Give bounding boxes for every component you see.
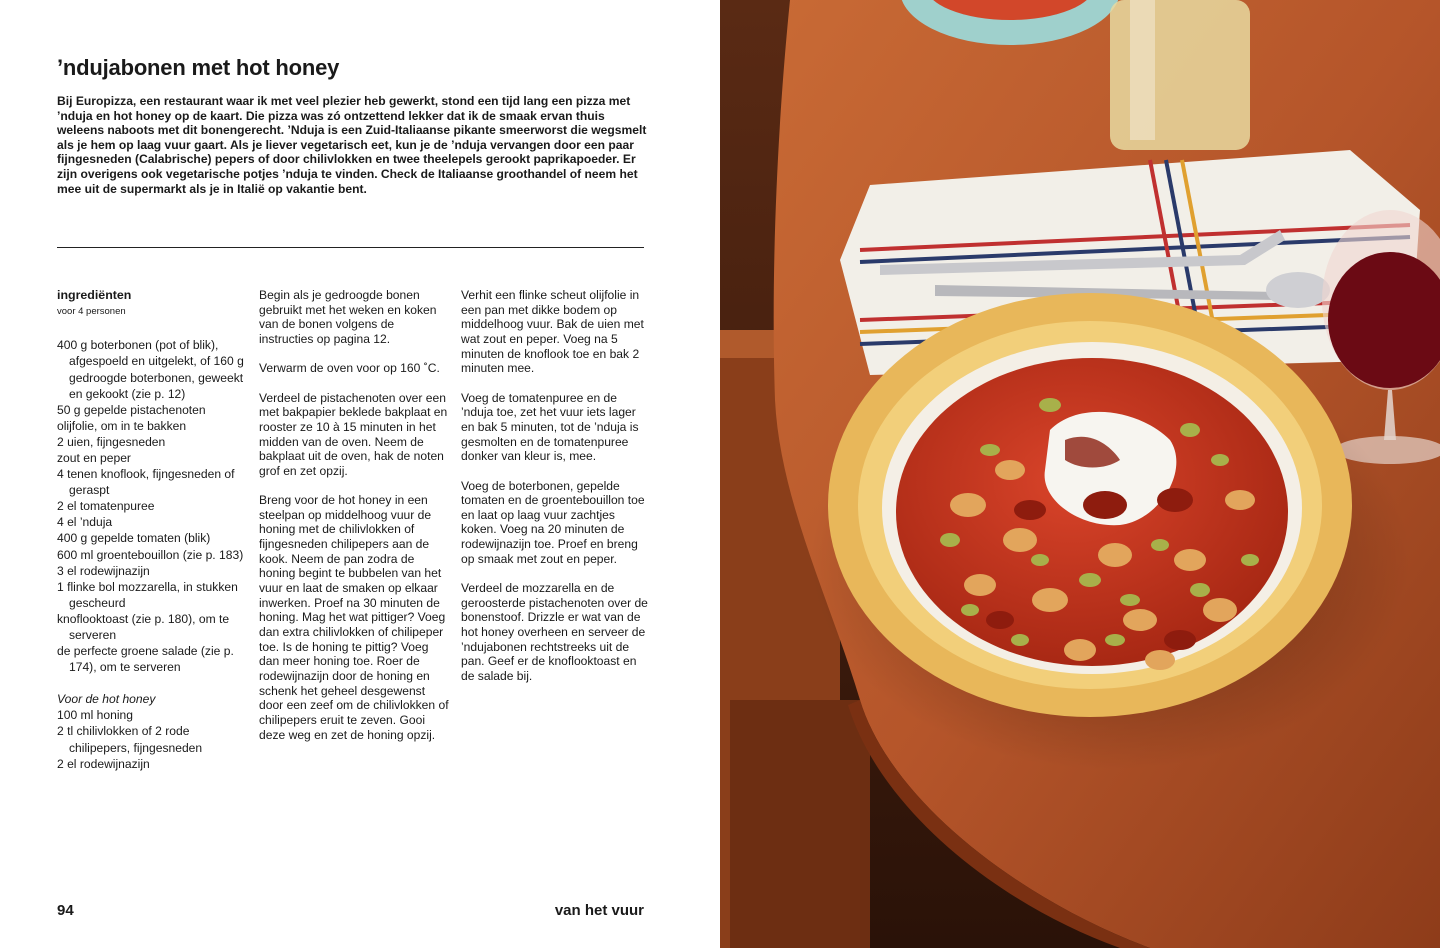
method-column-1 (259, 288, 449, 757)
hot-honey-heading: Voor de hot honey (57, 692, 156, 707)
method-step: Verhit een flinke scheut olijfolie in een pan met dikke bodem op middelhoog vuur. Bak de uien met wat zout en peper. Voeg na 5 minuten de knoflook toe en bak 2 minuten mee. (461, 288, 644, 376)
recipe-intro: Bij Europizza, een restaurant waar ik met veel plezier heb gewerkt, stond een tijd lang een pizza met ’nduja en hot honey op de kaart. Die pizza was zó ontzettend lekker dat ik de smaak ervan thuis weleens naboots met dit bonengerecht. ’Nduja is een Zuid-Italiaanse pikante smeerworst die wegsmelt als je hem op laag vuur gaart. Als je liever vegetarisch eet, kun je de ’nduja vervangen door een paar fijngesneden (Calabrische) pepers of door chilivlokken en twee theelepels gerookt paprikapoeder. Er zijn overigens ook vegetarische potjes ’nduja te vinden. Check de Italiaanse groothandel of neem het mee uit de supermarkt als je in Italië op vakantie bent. (57, 94, 647, 196)
list-item: knoflooktoast (zie p. 180), om te serveren (57, 611, 230, 642)
list-item: olijfolie, om in te bakken (57, 418, 187, 433)
list-item: zout en peper (57, 450, 131, 465)
ingredient-list (57, 337, 249, 675)
spoon-bowl (1266, 272, 1330, 308)
method-step: Voeg de tomatenpuree en de ’nduja toe, zet het vuur iets lager en bak 5 minuten, tot de ’nduja is gesmolten en de tomatenpuree donker van kleur is, mee. (461, 390, 639, 464)
page-number: 94 (57, 902, 74, 919)
method-step: Verdeel de pistachenoten over een met bakpapier beklede bakplaat en rooster ze 10 à 15 minuten in het midden van de oven. Neem de bakplaat uit de oven, hak de noten grof en zet opzij. (259, 390, 448, 478)
bench-leg (730, 700, 870, 948)
ingredients-heading: ingrediënten (57, 288, 132, 302)
top-glass-highlight (1130, 0, 1155, 140)
method-step: Verdeel de mozzarella en de geroosterde pistachenoten over de bonenstoof. Drizzle er wat van de hot honey overheen en serveer de ’ndujabonen rechtstreeks uit de pan. Geef er de knoflooktoast en de salade bij. (461, 581, 648, 684)
recipe-title: ’ndujabonen met hot honey (57, 55, 340, 80)
list-item: 100 ml honing (57, 708, 133, 723)
list-item: 1 flinke bol mozzarella, in stukken gescheurd (57, 579, 238, 610)
list-item: 400 g boterbonen (pot of blik), afgespoeld en uitgelekt, of 160 g gedroogde boterbonen, geweekt en gekookt (zie p. 12) (57, 338, 244, 401)
list-item: 4 tenen knoflook, fijngesneden of geraspt (57, 467, 235, 498)
servings: voor 4 personen (57, 305, 126, 317)
list-item: 50 g gepelde pistachenoten (57, 402, 206, 417)
method-column-2 (461, 288, 651, 698)
list-item: 400 g gepelde tomaten (blik) (57, 531, 211, 546)
list-item: 2 tl chilivlokken of 2 rode chilipepers, fijngesneden (57, 724, 203, 755)
ingredients-column (57, 288, 249, 772)
chapter-title: van het vuur (554, 902, 644, 919)
divider (57, 247, 644, 248)
list-item: de perfecte groene salade (zie p. 174), om te serveren (57, 644, 234, 675)
method-step: Voeg de boterbonen, gepelde tomaten en de groentebouillon toe en laat op laag vuur zachtjes koken. Voeg na 20 minuten de rodewijnazijn toe. Proef en breng op smaak met zout en peper. (461, 478, 645, 566)
list-item: 2 uien, fijngesneden (57, 434, 166, 449)
list-item: 2 el tomatenpuree (57, 499, 155, 514)
method-step: Verwarm de oven voor op 160 ˚C. (259, 361, 440, 376)
dish-photo (720, 0, 1440, 948)
list-item: 600 ml groentebouillon (zie p. 183) (57, 547, 244, 562)
list-item: 4 el ’nduja (57, 515, 113, 530)
method-step: Begin als je gedroogde bonen gebruikt met het weken en koken van de bonen volgens de instructies op pagina 12. (259, 288, 437, 346)
list-item: 3 el rodewijnazijn (57, 563, 150, 578)
list-item: 2 el rodewijnazijn (57, 756, 150, 771)
hot-honey-list (57, 707, 249, 771)
method-step: Breng voor de hot honey in een steelpan op middelhoog vuur de honing met de chilivlokken of fijngesneden chilipepers aan de kook. Neem de pan zodra de honing begint te bubbelen van het vuur en laat de smaken op elkaar inwerken. Proef na 30 minuten de honing. Mag het wat pittiger? Voeg dan extra chilivlokken of chilipeper toe. Is de honing te pittig? Voeg dan meer honing toe. Roer de rodewijnazijn door de honing en schenk het geheel desgewenst door een zeef om de chilivlokken of chilipepers eruit te zeven. Gooi deze weg en zet de honing opzij. (259, 493, 449, 742)
